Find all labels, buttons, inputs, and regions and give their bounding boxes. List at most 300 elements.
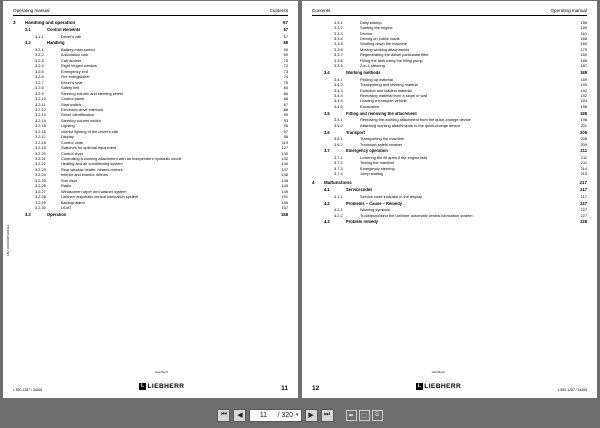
toc-entry-number: 3.4.6 — [334, 103, 343, 109]
toc-entry-title: Lowering the lift arms if the engine fails — [360, 155, 428, 160]
toc-entry-number: 3.2.8 — [35, 85, 44, 91]
toc-entry[interactable] — [312, 188, 587, 192]
toc-entry-page: 72 — [283, 63, 288, 69]
toc-entry-leader — [81, 37, 275, 38]
toc-entry[interactable] — [312, 161, 587, 165]
fit-width-icon[interactable]: ⬌ — [346, 410, 357, 421]
toc-entry[interactable] — [13, 124, 288, 128]
viewer-toolbar — [0, 402, 600, 428]
toc-entry[interactable] — [13, 48, 288, 52]
toc-entry-leader — [385, 66, 574, 67]
footer-page-number: 12 — [312, 385, 320, 392]
toc-entry[interactable] — [13, 103, 288, 107]
toc-entry-page: 217 — [579, 179, 587, 185]
toc-entry[interactable] — [312, 48, 587, 52]
footer-logo — [319, 371, 557, 393]
toc-entry-page: 227 — [580, 212, 587, 218]
toc-entry-title: Driving on public roads — [360, 36, 400, 41]
toc-entry-number: 3.2.27 — [35, 188, 46, 194]
toc-entry-page: 180 — [580, 52, 587, 58]
toc-entry[interactable] — [312, 37, 587, 41]
toc-entry-number: 3.2.6 — [35, 74, 44, 80]
toc-entry-number: 3.5.1 — [334, 117, 343, 123]
toc-entry-leader — [83, 154, 275, 155]
running-head-left-text: Operating manual — [13, 8, 50, 13]
toc-entry[interactable] — [13, 201, 288, 205]
toc-entry-title: Transporting the machine — [360, 137, 404, 142]
toc-entry-leader — [382, 23, 574, 24]
toc-entry-page: 186 — [580, 57, 587, 63]
chevron-down-icon[interactable]: ▾ — [296, 412, 299, 418]
toc-entry-number: 3.3.7 — [334, 52, 343, 58]
last-page-button[interactable]: ⏭ — [321, 409, 334, 422]
toc-entry-title: Control panel — [61, 97, 85, 101]
footer-logo-text: LIEBHERR — [147, 383, 185, 390]
toc-entry-leader — [402, 145, 574, 146]
toc-entry-number: 3.4.3 — [334, 87, 343, 93]
toc-entry-number: 4.2 — [324, 200, 330, 206]
toc-entry-leader — [123, 170, 275, 171]
toc-entry[interactable] — [312, 208, 587, 212]
page-number-value[interactable]: 11 — [259, 411, 268, 419]
toc-entry-leader — [427, 96, 574, 97]
toc-entry-title: Shutting down the machine — [360, 42, 407, 47]
toc-entry-leader — [383, 174, 574, 175]
toc-entry-page: 69 — [283, 52, 288, 58]
toc-entry-leader — [83, 83, 276, 84]
toc-entry-number: 3.2.23 — [35, 166, 46, 172]
toc-entry-leader — [116, 148, 275, 149]
liebherr-logo-icon: L — [140, 384, 145, 389]
header-rule — [312, 15, 587, 16]
toc-entry-number: 3.6.2 — [334, 141, 343, 147]
page-footer-left — [3, 371, 298, 393]
toc-entry-leader — [101, 121, 275, 122]
toc-entry-page: 189 — [580, 76, 587, 82]
toc-entry-title: Electronic drive interlock — [61, 107, 104, 112]
toc-entry-title: Control units — [61, 140, 83, 145]
toc-entry[interactable] — [312, 99, 587, 103]
toc-entry[interactable] — [13, 157, 288, 161]
view-mode-group — [346, 410, 383, 421]
running-head-left — [13, 8, 288, 15]
toc-entry-page: 132 — [281, 156, 288, 162]
toc-entry-leader — [97, 66, 275, 67]
toc-entry-leader — [407, 101, 574, 102]
toc-entry[interactable] — [13, 113, 288, 117]
toc-entry-title: 2-in-1 steering — [360, 64, 385, 69]
toc-entry-page: 73 — [283, 68, 288, 74]
toc-entry-title: Loading a transport vehicle — [360, 99, 407, 104]
toc-entry-number: 3.4.2 — [334, 82, 343, 88]
toc-entry-number: 3.3.9 — [334, 63, 343, 69]
toc-entry[interactable] — [13, 162, 288, 166]
toc-entry-leader — [81, 61, 275, 62]
toc-entry-leader — [75, 23, 275, 24]
toc-entry-number: 3.7.2 — [334, 160, 343, 166]
toc-entry-page: 147 — [281, 166, 288, 172]
toc-entry-number: 3.2.11 — [35, 101, 46, 107]
toc-entry-leader — [460, 126, 574, 127]
toc-entry-number: 3.2.3 — [35, 57, 44, 63]
toc-entry-title: Driver's seat — [61, 80, 83, 85]
toc-entry[interactable] — [13, 146, 288, 150]
toc-entry-leader — [74, 137, 275, 138]
toc-entry[interactable] — [13, 152, 288, 156]
toc-entry-page: 67 — [282, 19, 288, 25]
toc-entry-leader — [372, 190, 574, 191]
toc-entry-number: 4.2.1 — [334, 207, 343, 213]
toc-entry-leader — [72, 208, 275, 209]
toc-entry-page: 169 — [580, 41, 587, 47]
toc-entry[interactable] — [13, 53, 288, 57]
toc-entry[interactable] — [13, 173, 288, 177]
toc-entry[interactable] — [13, 179, 288, 183]
liebherr-logo-icon: L — [417, 384, 421, 389]
toc-entry-page: 201 — [580, 122, 587, 128]
toc-entry-leader — [404, 139, 574, 140]
toc-entry-page: 205 — [580, 136, 587, 142]
toc-entry-leader — [395, 169, 574, 170]
toc-entry-leader — [88, 55, 275, 56]
toc-entry[interactable] — [13, 108, 288, 112]
toc-entry-number: 3.2.21 — [35, 156, 46, 162]
toc-entry-leader — [409, 50, 574, 51]
toc-entry[interactable] — [312, 53, 587, 57]
toc-entry[interactable] — [312, 78, 587, 82]
toc-entry-number: 3.2.1 — [35, 46, 44, 52]
toc-entry[interactable] — [312, 26, 587, 30]
toc-entry-leader — [66, 215, 275, 216]
toc-entry-page: 215 — [580, 171, 587, 177]
toc-entry-leader — [88, 72, 275, 73]
toc-list-right — [312, 21, 587, 225]
toc-entry[interactable] — [312, 83, 587, 87]
toc-entry[interactable] — [312, 214, 587, 218]
toc-entry-page: 86 — [283, 96, 288, 102]
toc-entry-number: 3.7.3 — [334, 165, 343, 171]
running-head-left-text: Contents — [312, 8, 331, 13]
toc-entry[interactable] — [13, 135, 288, 139]
toc-entry-leader — [365, 133, 574, 134]
thumbnails-icon[interactable]: ⌸ — [372, 410, 383, 421]
toc-entry-page: 149 — [281, 188, 288, 194]
toc-entry-page: 217 — [580, 187, 587, 193]
toc-entry-page: 211 — [580, 154, 587, 160]
toc-entry-page: 75 — [283, 79, 288, 85]
toc-entry-number: 3.3.1 — [334, 19, 343, 25]
toc-entry-title: Steering column switch — [61, 118, 102, 123]
toc-entry[interactable] — [13, 195, 288, 199]
toc-entry[interactable] — [312, 124, 587, 128]
toc-entry-title: Display — [61, 135, 74, 140]
header-rule — [13, 15, 288, 16]
toc-entry-page: 196 — [580, 103, 587, 109]
toc-entry-page: 209 — [580, 141, 587, 147]
toc-entry[interactable] — [312, 94, 587, 98]
toc-entry[interactable] — [312, 137, 587, 141]
toc-entry-number: 3.2.18 — [35, 139, 46, 145]
toc-entry-leader — [352, 183, 574, 184]
toc-entry-title: Operation — [47, 213, 67, 218]
toc-entry[interactable] — [312, 131, 587, 135]
toc-entry-title: Moving working attachments — [360, 47, 410, 52]
toc-entry[interactable] — [13, 119, 288, 123]
toc-entry-title: Sun visor — [61, 178, 78, 183]
toc-entry-title: LiDAT — [61, 206, 72, 211]
toc-entry-leader — [378, 222, 574, 223]
toc-entry-page: 148 — [281, 172, 288, 178]
toc-entry-title: Backup alarm — [61, 200, 85, 205]
toc-entry-number: 3.3.8 — [334, 57, 343, 63]
toc-entry[interactable] — [312, 32, 587, 36]
toc-entry-page: 151 — [281, 194, 288, 200]
toc-entry-title: Emergency operation — [346, 149, 388, 154]
toc-entry-page: 158 — [281, 212, 288, 218]
toc-entry[interactable] — [312, 149, 587, 153]
toc-entry-number: 3 — [13, 19, 16, 25]
toc-entry-number: 3.2.16 — [35, 128, 46, 134]
toc-entry-page: 156 — [281, 199, 288, 205]
toc-entry-number: 3.4.4 — [334, 92, 343, 98]
toc-entry-title: Service code indicator in the display — [360, 194, 423, 199]
toc-entry-number: 3.3.6 — [334, 46, 343, 52]
toc-entry-title: Daily startup — [360, 20, 382, 25]
toc-entry[interactable] — [13, 184, 288, 188]
toc-entry-title: Driving — [360, 31, 373, 36]
toc-entry-title: Start switch — [61, 102, 82, 107]
toc-entry-leader — [81, 105, 275, 106]
toc-entry[interactable] — [13, 70, 288, 74]
toc-entry[interactable] — [312, 71, 587, 75]
toc-entry-number: 3.2.4 — [35, 63, 44, 69]
toc-entry[interactable] — [13, 81, 288, 85]
toc-entry-page: 194 — [580, 98, 587, 104]
toc-entry-page: 214 — [580, 165, 587, 171]
toc-entry-title: Liebherr automatic central lubrication system — [61, 195, 139, 200]
toc-entry-number: 3.2.15 — [35, 123, 46, 129]
toc-entry-title: Heating and air conditioning system — [61, 162, 123, 167]
footer-logo-subtitle: Handbuch — [154, 370, 169, 374]
toc-entry-title: Fitting and removing the attachment — [346, 111, 417, 116]
toc-entry-title: Filling the tank using the filling pump — [360, 58, 423, 63]
toc-entry-title: Battery main switch — [61, 47, 95, 52]
toc-entry-leader — [402, 204, 574, 205]
toc-entry-leader — [390, 210, 574, 211]
toc-entry-page: 157 — [281, 205, 288, 211]
toc-entry-number: 3.1 — [25, 27, 31, 33]
toc-entry-title: Switches for optional equipment — [61, 146, 117, 151]
toc-entry-page: 86 — [283, 90, 288, 96]
toc-entry-number: 3.2.19 — [35, 145, 46, 151]
toc-entry-title: Problems – Cause – Remedy — [346, 201, 402, 206]
toc-entry-number: 3.2.20 — [35, 150, 46, 156]
toc-entry-leader — [83, 143, 275, 144]
toc-entry-leader — [79, 88, 275, 89]
toc-entry-title: Excavation — [360, 104, 380, 109]
toc-entry[interactable] — [13, 168, 288, 172]
toc-entry-title: Transport safety retainer — [360, 142, 403, 147]
toc-entry[interactable] — [312, 21, 587, 25]
toc-entry-title: Cab access — [61, 58, 82, 63]
page-total-label: / 320 — [277, 411, 294, 419]
footer-logo — [42, 371, 281, 393]
toc-entry-number: 3.2.17 — [35, 134, 46, 140]
first-page-button[interactable]: ⏮ — [217, 409, 230, 422]
toc-entry-page: 130 — [281, 150, 288, 156]
toc-entry-leader — [418, 85, 574, 86]
toc-entry-page: 84 — [283, 85, 288, 91]
toc-entry[interactable] — [312, 42, 587, 46]
toc-entry-page: 93 — [283, 117, 288, 123]
toc-entry-title: Emergency steering — [360, 166, 395, 171]
toc-entry-number: 3.2.14 — [35, 117, 46, 123]
toc-entry[interactable] — [312, 112, 587, 116]
toc-entry-number: 3.2.29 — [35, 199, 46, 205]
toc-entry-title: Controlling a working attachment with an independent hydraulic circuit — [61, 157, 182, 161]
toc-entry-page: 198 — [580, 117, 587, 123]
toc-entry-title: Driver's cab — [61, 34, 82, 39]
toc-entry-leader — [77, 181, 275, 182]
toc-entry-leader — [393, 80, 574, 81]
toc-entry[interactable] — [312, 172, 587, 176]
toc-entry[interactable] — [13, 190, 288, 194]
toc-entry[interactable] — [312, 181, 587, 186]
toc-entry[interactable] — [312, 105, 587, 109]
toc-entry-title: Control lever — [61, 151, 84, 156]
toc-entry-title: Starting the engine — [360, 26, 393, 30]
toc-entry[interactable] — [13, 206, 288, 210]
toc-entry[interactable] — [312, 64, 587, 68]
toc-entry-leader — [471, 120, 574, 121]
toc-entry-page: 149 — [281, 183, 288, 189]
toc-entry[interactable] — [13, 59, 288, 63]
toc-entry[interactable] — [312, 118, 587, 122]
toc-entry-number: 3.3.2 — [334, 25, 343, 31]
toc-entry-number: 3.2.10 — [35, 96, 46, 102]
toc-list-left — [13, 21, 288, 218]
next-page-button[interactable]: ▶ — [305, 409, 318, 422]
running-head-right-text: Operating manual — [550, 8, 587, 13]
toc-entry[interactable] — [13, 35, 288, 39]
toc-entry-title: Dumping and loading material — [360, 88, 412, 93]
toc-entry-page: 190 — [580, 82, 587, 88]
toc-entry-title: Handling — [47, 41, 65, 46]
toc-entry-page: 74 — [283, 74, 288, 80]
fit-page-icon[interactable]: ⬚ — [359, 410, 370, 421]
toc-entry-page: 192 — [580, 87, 587, 93]
toc-entry[interactable] — [13, 75, 288, 79]
toc-entry-title: Rear window heater, heated mirrors — [61, 167, 123, 172]
toc-entry-leader — [393, 28, 574, 29]
toc-entry-page: 211 — [580, 160, 587, 166]
toc-entry-title: Lighting — [61, 124, 75, 129]
toc-entry-title: Servicecodes — [346, 188, 373, 193]
toc-entry[interactable] — [312, 59, 587, 63]
toc-entry-number: 3.3.5 — [334, 41, 343, 47]
toc-entry-title: Articulation lock — [61, 53, 89, 58]
toc-entry-page: 228 — [580, 219, 587, 225]
toc-entry[interactable] — [13, 28, 288, 32]
toc-entry-leader — [123, 164, 275, 165]
toc-entry[interactable] — [13, 130, 288, 134]
toc-entry-number: 3.2.5 — [35, 68, 44, 74]
toc-entry-leader — [417, 114, 574, 115]
toc-entry[interactable] — [13, 213, 288, 217]
toc-entry-leader — [473, 216, 574, 217]
toc-entry-page: 67 — [283, 27, 288, 33]
toc-entry-leader — [412, 91, 574, 92]
toc-entry-leader — [138, 197, 275, 198]
toc-entry-number: 3.2 — [25, 40, 31, 46]
toc-entry[interactable] — [312, 202, 587, 206]
toc-entry[interactable] — [13, 41, 288, 45]
toc-entry-title: Transporting and leveling material — [360, 83, 419, 87]
toc-entry[interactable] — [312, 195, 587, 199]
toc-entry-page: 205 — [580, 129, 587, 135]
toc-entry[interactable] — [312, 156, 587, 160]
toc-entry-page: 211 — [580, 148, 587, 154]
toc-entry[interactable] — [13, 97, 288, 101]
previous-page-button[interactable]: ◀ — [233, 409, 246, 422]
toc-entry-leader — [108, 175, 275, 176]
toc-entry-page: 158 — [580, 19, 587, 25]
toc-entry-title: Steering column and steering wheel — [61, 91, 123, 96]
toc-entry-number: 3.3.4 — [334, 35, 343, 41]
toc-entry-number: 3.6 — [324, 129, 330, 135]
toc-entry-number: 4 — [312, 179, 315, 185]
toc-entry-leader — [181, 159, 275, 160]
toc-entry-title: Troubleshooting the Liebherr automatic central lubrication system — [360, 213, 473, 218]
toc-entry-page: 70 — [283, 57, 288, 63]
toc-entry-leader — [75, 126, 275, 127]
toc-entry[interactable] — [312, 167, 587, 171]
page-left[interactable] — [3, 1, 298, 398]
toc-entry-number: 3.1.1 — [35, 33, 44, 39]
toc-entry[interactable] — [312, 220, 587, 224]
toc-entry-title: Fire extinguisher — [61, 75, 90, 80]
toc-entry[interactable] — [13, 86, 288, 90]
toc-entry-leader — [394, 163, 574, 164]
toc-entry[interactable] — [312, 89, 587, 93]
page-number-input[interactable] — [249, 409, 301, 422]
toc-entry[interactable] — [13, 92, 288, 96]
toc-entry-title: Jump starting — [360, 172, 384, 177]
toc-entry[interactable] — [13, 64, 288, 68]
toc-entry-leader — [103, 110, 275, 111]
toc-entry-leader — [85, 203, 275, 204]
toc-entry-number: 3.4 — [324, 70, 330, 76]
toc-entry-page: 168 — [580, 35, 587, 41]
toc-entry-title: Safety belt — [61, 86, 80, 91]
toc-entry-title: Picking up material — [360, 77, 393, 82]
page-right[interactable] — [302, 1, 597, 398]
toc-entry-title: Interior and exterior mirrors — [61, 173, 108, 178]
toc-entry-page: 87 — [283, 101, 288, 107]
toc-entry-title: Driver identification — [61, 113, 95, 118]
toc-entry-number: 3.2.7 — [35, 79, 44, 85]
toc-entry-leader — [429, 55, 574, 56]
toc-entry-number: 3.4.1 — [334, 76, 343, 82]
toc-entry-number: 3.2.30 — [35, 205, 46, 211]
toc-entry-number: 4.3 — [324, 219, 330, 225]
running-head-right-text: Contents — [269, 8, 288, 13]
toc-entry-leader — [372, 34, 574, 35]
toc-entry-title: Removing the working attachment from the quick-change device — [360, 118, 471, 123]
toc-entry[interactable] — [13, 141, 288, 145]
toc-entry[interactable] — [312, 143, 587, 147]
toc-entry[interactable] — [13, 21, 288, 26]
